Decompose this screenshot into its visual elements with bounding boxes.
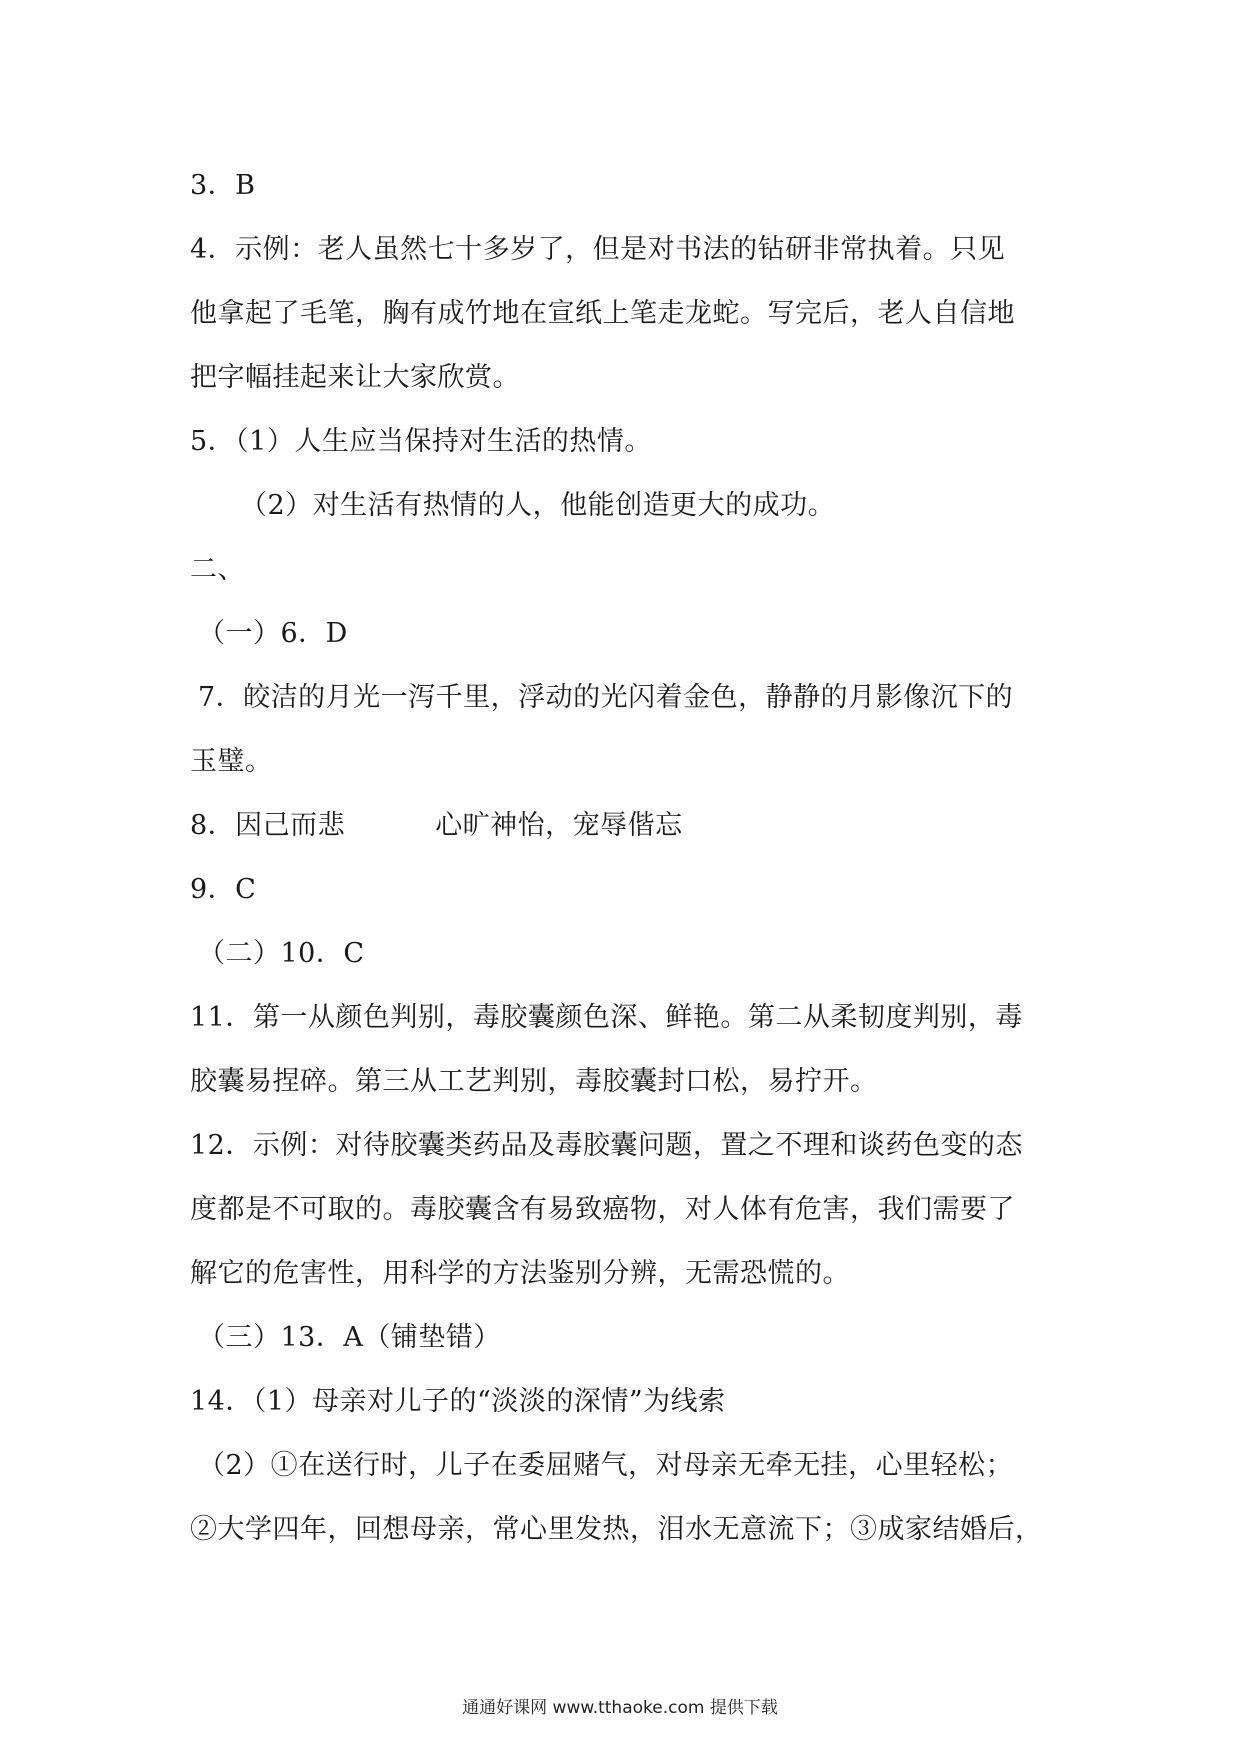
section-2-heading: 二、 bbox=[190, 554, 245, 585]
answer-9: 9．C bbox=[190, 874, 257, 905]
answer-7-line-1: 7．皎洁的月光一泻千里，浮动的光闪着金色，静静的月影像沉下的 bbox=[198, 682, 1014, 713]
answer-14-part-1: 14．（1）母亲对儿子的“淡淡的深情”为线索 bbox=[190, 1386, 726, 1417]
answer-8-part-2: 心旷神怡，宠辱偕忘 bbox=[435, 810, 683, 841]
answer-4-line-2: 他拿起了毛笔，胸有成竹地在宣纸上笔走龙蛇。写完后，老人自信地 bbox=[190, 298, 1015, 329]
answer-3: 3．B bbox=[190, 170, 256, 201]
answer-12-line-3: 解它的危害性，用科学的方法鉴别分辨，无需恐慌的。 bbox=[190, 1258, 850, 1289]
answer-10: （二）10．C bbox=[198, 938, 365, 969]
answer-12-line-2: 度都是不可取的。毒胶囊含有易致癌物，对人体有危害，我们需要了 bbox=[190, 1194, 1015, 1225]
answer-4-line-3: 把字幅挂起来让大家欣赏。 bbox=[190, 362, 520, 393]
answer-14-part-2-line-1: （2）①在送行时，儿子在委屈赌气，对母亲无牵无挂，心里轻松； bbox=[198, 1450, 1014, 1481]
answer-13: （三）13．A（铺垫错） bbox=[198, 1322, 501, 1353]
answer-4-line-1: 4．示例：老人虽然七十多岁了，但是对书法的钻研非常执着。只见 bbox=[190, 234, 1006, 265]
answer-12-line-1: 12．示例：对待胶囊类药品及毒胶囊问题，置之不理和谈药色变的态 bbox=[190, 1130, 1023, 1161]
page-footer: 通通好课网 www.tthaoke.com 提供下载 bbox=[462, 1698, 778, 1718]
answer-11-line-2: 胶囊易捏碎。第三从工艺判别，毒胶囊封口松，易拧开。 bbox=[190, 1066, 878, 1097]
answer-11-line-1: 11．第一从颜色判别，毒胶囊颜色深、鲜艳。第二从柔韧度判别，毒 bbox=[190, 1002, 1023, 1033]
answer-14-part-2-line-2: ②大学四年，回想母亲，常心里发热，泪水无意流下；③成家结婚后， bbox=[190, 1514, 1043, 1545]
answer-6: （一）6．D bbox=[198, 618, 348, 649]
answer-5-part-2: （2）对生活有热情的人，他能创造更大的成功。 bbox=[240, 490, 836, 521]
answer-7-line-2: 玉璧。 bbox=[190, 746, 273, 777]
answer-5-part-1: 5．（1）人生应当保持对生活的热情。 bbox=[190, 426, 652, 457]
answer-8 bbox=[190, 808, 683, 844]
answer-8-part-1: 8．因己而悲 bbox=[190, 810, 346, 841]
